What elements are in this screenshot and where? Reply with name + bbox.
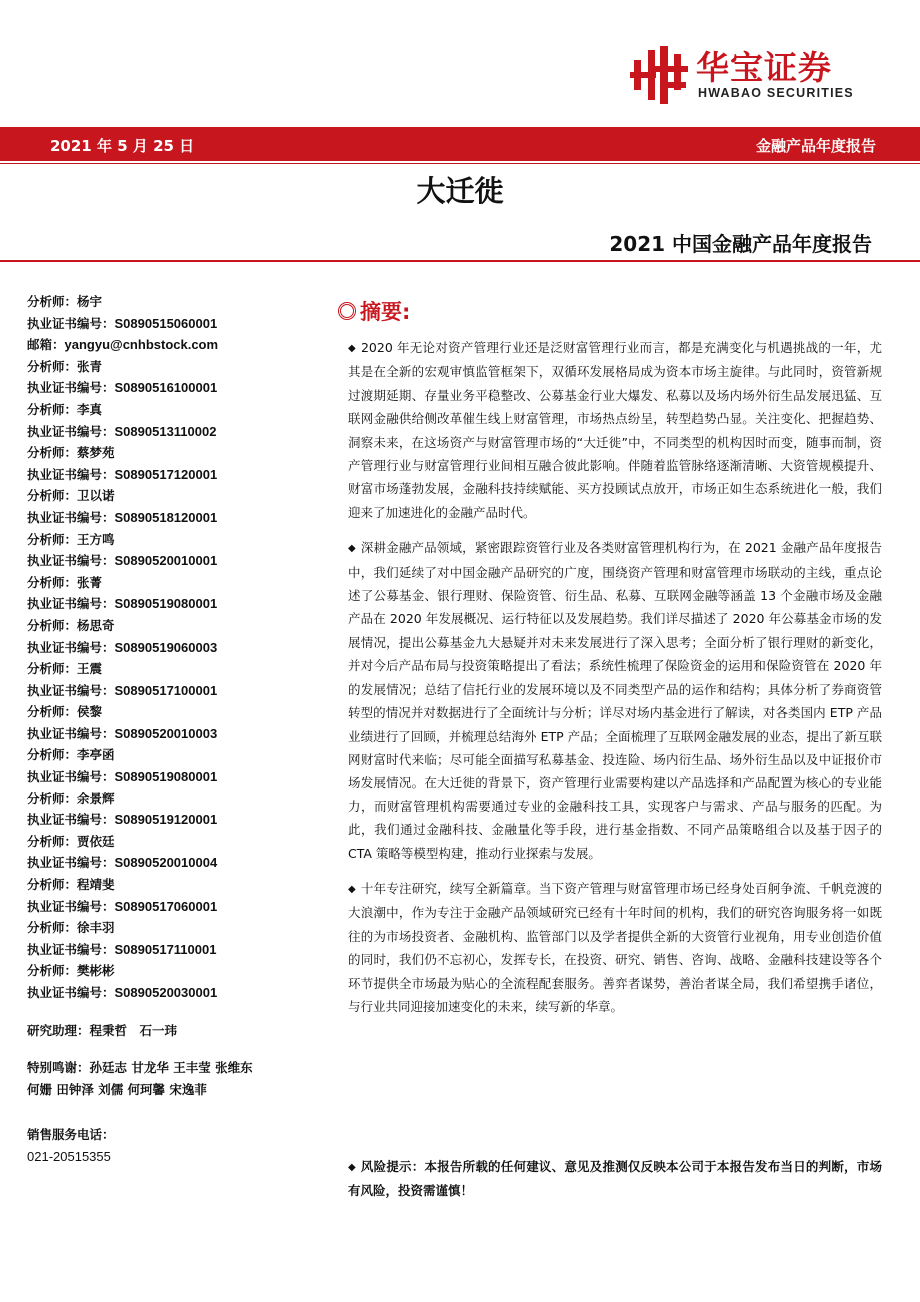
- analyst-name: 杨宇: [77, 294, 103, 309]
- analyst-name: 李真: [77, 401, 103, 417]
- logo-english-name: HWABAO SECURITIES: [698, 86, 854, 100]
- analyst-role-label: 分析师：: [27, 833, 78, 849]
- cert-label: 执业证书编号：: [27, 509, 115, 525]
- email-label: 邮箱：: [27, 337, 65, 353]
- analyst-role-label: 分析师：: [27, 445, 78, 461]
- analyst-role-label: 分析师：: [27, 963, 78, 979]
- cert-label: 执业证书编号：: [27, 725, 115, 741]
- analyst-name-line: [27, 615, 317, 637]
- analyst-cert-line: [27, 766, 317, 788]
- diamond-bullet-icon: ◆: [348, 343, 356, 354]
- analyst-email-line: [27, 334, 317, 356]
- page-title: 大迁徙: [416, 174, 504, 208]
- analyst-name-line: [27, 658, 317, 680]
- analyst-role-label: 分析师：: [27, 661, 78, 677]
- diamond-bullet-icon: ◆: [348, 883, 356, 895]
- cert-number: S0890518120001: [114, 509, 218, 525]
- sales-phone: 021-20515355: [27, 1148, 111, 1164]
- analyst-cert-line: [27, 982, 317, 1004]
- sales-label: 销售服务电话：: [27, 1127, 115, 1143]
- analyst-role-label: 分析师：: [27, 358, 78, 374]
- cert-number: S0890519060003: [114, 639, 218, 655]
- bullseye-icon: [338, 302, 356, 320]
- analyst-name-line: [27, 701, 317, 723]
- analyst-cert-line: [27, 680, 317, 702]
- cert-label: 执业证书编号：: [27, 380, 115, 396]
- analyst-name-line: [27, 917, 317, 939]
- thanks-line: 特别鸣谢：孙廷志 甘龙华 王丰莹 张维东: [27, 1060, 253, 1076]
- analyst-name: 李亭函: [77, 747, 115, 763]
- cert-number: S0890520010003: [114, 725, 218, 741]
- cert-label: 执业证书编号：: [27, 985, 115, 1000]
- cert-label: 执业证书编号：: [27, 682, 115, 698]
- analyst-name-line: [27, 788, 317, 810]
- analyst-cert-line: [27, 377, 317, 399]
- analyst-role-label: 分析师：: [27, 488, 78, 504]
- analyst-name: 徐丰羽: [77, 920, 115, 936]
- summary-body: [348, 336, 882, 1030]
- summary-paragraph: ◆ 2020 年无论对资产管理行业还是泛财富管理行业而言，都是充满变化与机遇挑战的一年，尤其是在全新的宏观审慎监管框架下，双循环发展格局成为资本市场主旋律。与此同时，资管新规过渡期延期、存量业务平稳整改、公募基金行业大爆发、私募以及场内场外衍生品发展迅猛、互联网金融供给侧改革催生线上财富管理，市场热点纷呈，转型趋势凸显。关注变化、把握趋势、洞察未来，在这场资产与财富管理市场的“大迁徙”中，不同类型的机构因时而变，随事而制，资产管理行业与财富管理行业间相互融合彼此影响。伴随着监管脉络逐渐清晰、大资管规模提升、财富市场蓬勃发展，金融科技持续赋能、买方投顾试点放开，市场正如生态系统进化一般，我们迎来了加速进化的金融产品时代。: [348, 340, 882, 520]
- analyst-name-line: [27, 529, 317, 551]
- thanks-line: 何姗 田钟泽 刘儒 何珂馨 宋逸菲: [27, 1081, 207, 1097]
- title-divider: [0, 260, 920, 262]
- analyst-name: 王方鸣: [77, 531, 115, 547]
- cert-number: S0890513110002: [114, 423, 217, 439]
- cert-number: S0890517110001: [114, 941, 217, 957]
- analyst-name: 卫以诺: [77, 488, 115, 504]
- logo-chinese-name: 华宝证券: [696, 48, 832, 87]
- analyst-name: 余景辉: [77, 790, 115, 806]
- analyst-cert-line: [27, 809, 317, 831]
- header-band: [0, 127, 920, 161]
- analyst-name-line: [27, 831, 317, 853]
- cert-number: S0890515060001: [114, 315, 218, 331]
- analyst-name: 侯黎: [77, 704, 103, 720]
- cert-label: 执业证书编号：: [27, 639, 115, 655]
- analyst-cert-line: [27, 939, 317, 961]
- cert-number: S0890520010004: [114, 855, 218, 871]
- analyst-role-label: 分析师：: [27, 617, 78, 633]
- analyst-cert-line: [27, 550, 317, 572]
- analyst-name-line: [27, 960, 317, 982]
- analyst-name-line: [27, 485, 317, 507]
- cert-label: 执业证书编号：: [27, 812, 115, 828]
- company-logo: [630, 44, 892, 106]
- special-thanks: [27, 1057, 317, 1100]
- analyst-name-line: [27, 356, 317, 378]
- summary-paragraph: ◆ 十年专注研究，续写全新篇章。当下资产管理与财富管理市场已经身处百舸争流、千帆竞渡的大浪潮中，作为专注于金融产品领域研究已经有十年时间的机构，我们的研究咨询服务将一如既往的为市场投资者、金融机构、监管部门以及学者提供全新的大资管行业视角，用专业创造价值的同时，我们仍不忘初心，发挥专长，在投资、研究、销售、咨询、战略、金融科技建设等各个环节提供全市场最为贴心的全流程配套服务。善弈者谋势，善治者谋全局，我们希望携手诸位，与行业共同迎接加速变化的未来，续写新的华章。: [348, 880, 882, 1014]
- analyst-name-line: [27, 744, 317, 766]
- analyst-role-label: 分析师：: [27, 920, 78, 936]
- analyst-role-label: 分析师：: [27, 294, 78, 309]
- band-divider: [0, 163, 920, 164]
- cert-label: 执业证书编号：: [27, 315, 115, 331]
- analyst-cert-line: [27, 723, 317, 745]
- cert-label: 执业证书编号：: [27, 466, 115, 482]
- analyst-name: 杨思奇: [77, 617, 115, 633]
- page-subtitle: 2021 中国金融产品年度报告: [609, 232, 872, 256]
- analyst-cert-line: [27, 313, 317, 335]
- analyst-cert-line: [27, 637, 317, 659]
- analyst-role-label: 分析师：: [27, 747, 78, 763]
- analyst-role-label: 分析师：: [27, 704, 78, 720]
- analyst-role-label: 分析师：: [27, 790, 78, 806]
- cert-label: 执业证书编号：: [27, 423, 115, 439]
- analyst-name-line: [27, 399, 317, 421]
- analyst-cert-line: [27, 896, 317, 918]
- analyst-name: 樊彬彬: [77, 963, 115, 979]
- analyst-name: 程靖斐: [77, 877, 115, 893]
- email-address: yangyu@cnhbstock.com: [64, 337, 219, 353]
- summary-paragraph: ◆ 深耕金融产品领域，紧密跟踪资管行业及各类财富管理机构行为，在 2021 金融产品年度报告中，我们延续了对中国金融产品研究的广度，围绕资产管理和财富管理市场联动的主线，重点论述了公募基金、银行理财、保险资管、衍生品、私募、互联网金融等涵盖 13 个金融市场及金融产品在 2020 年发展概况、运行特征以及发展趋势。我们详尽描述了 2020 年公募基金市场的发展情况，提出公募基金九大悬疑并对未来发展进行了深入思考；全面分析了银行理财的新变化，并对今后产品布局与投资策略提出了看法；系统性梳理了保险资金的运用和保险资管在 2020 年的发展情况；总结了信托行业的发展环境以及不同类型产品的运作和结构；具体分析了券商资管转型的情况并对数据进行了全面统计与分析；详尽对场内基金进行了解读，对各类国内 ETP 产品业绩进行了回顾，并梳理总结海外 ETP 产品；全面梳理了互联网金融发展的业态，提出了新互联网财富时代来临；尽可能全面描写私募基金、投连险、场内衍生品、场外衍生品以及中证报价市场发展情况。在大迁徙的背景下，资产管理行业需要构建以产品选择和产品配置为核心的专业能力，而财富管理机构需要通过专业的金融科技工具，实现客户与需求、产品与服务的匹配。为此，我们通过金融科技、金融量化等手段，进行基金指数、不同产品策略组合以及基于因子的 CTA 策略等模型构建，推动行业探索与发展。: [348, 540, 882, 861]
- summary-heading-text: 摘要:: [360, 300, 411, 324]
- cert-number: S0890520030001: [114, 985, 218, 1000]
- analyst-name: 贾依廷: [77, 833, 115, 849]
- analyst-name-line: [27, 572, 317, 594]
- cert-number: S0890517060001: [114, 898, 218, 914]
- cert-label: 执业证书编号：: [27, 596, 115, 612]
- cert-number: S0890517100001: [114, 682, 218, 698]
- cert-number: S0890517120001: [114, 466, 218, 482]
- analyst-cert-line: [27, 593, 317, 615]
- analyst-name: 王震: [77, 661, 103, 677]
- analyst-role-label: 分析师：: [27, 401, 78, 417]
- report-date: 2021 年 5 月 25 日: [50, 137, 195, 155]
- analyst-name-line: [27, 874, 317, 896]
- cert-number: S0890519120001: [114, 812, 218, 828]
- summary-heading: [338, 296, 410, 326]
- sales-contact: [27, 1124, 317, 1167]
- analyst-role-label: 分析师：: [27, 531, 78, 547]
- assistant-line: 研究助理：程秉哲 石一玮: [27, 1022, 178, 1038]
- diamond-bullet-icon: ◆: [348, 1162, 356, 1173]
- research-assistants: [27, 1020, 317, 1042]
- analyst-name: 张青: [77, 358, 103, 374]
- risk-warning: [348, 1155, 882, 1215]
- analyst-cert-line: [27, 852, 317, 874]
- cert-label: 执业证书编号：: [27, 855, 115, 871]
- cert-number: S0890516100001: [114, 380, 218, 396]
- analyst-cert-line: [27, 507, 317, 529]
- analyst-name: 张菁: [77, 574, 103, 590]
- analyst-cert-line: [27, 464, 317, 486]
- analyst-name: 蔡梦苑: [77, 445, 115, 461]
- cert-label: 执业证书编号：: [27, 941, 115, 957]
- hwabao-logo-icon: [630, 46, 688, 104]
- analyst-cert-line: [27, 421, 317, 443]
- analyst-name-line: [27, 291, 317, 313]
- analyst-role-label: 分析师：: [27, 877, 78, 893]
- diamond-bullet-icon: ◆: [348, 543, 356, 555]
- analyst-sidebar: [27, 291, 317, 1168]
- analyst-role-label: 分析师：: [27, 574, 78, 590]
- risk-paragraph: ◆ 风险提示：本报告所载的任何建议、意见及推测仅反映本公司于本报告发布当日的判断，市场有风险，投资需谨慎！: [348, 1159, 882, 1199]
- cert-label: 执业证书编号：: [27, 553, 115, 569]
- cert-label: 执业证书编号：: [27, 769, 115, 785]
- cert-number: S0890519080001: [114, 596, 218, 612]
- cert-label: 执业证书编号：: [27, 898, 115, 914]
- cert-number: S0890520010001: [114, 553, 218, 569]
- cert-number: S0890519080001: [114, 769, 218, 785]
- report-type: 金融产品年度报告: [755, 137, 876, 155]
- analyst-name-line: [27, 442, 317, 464]
